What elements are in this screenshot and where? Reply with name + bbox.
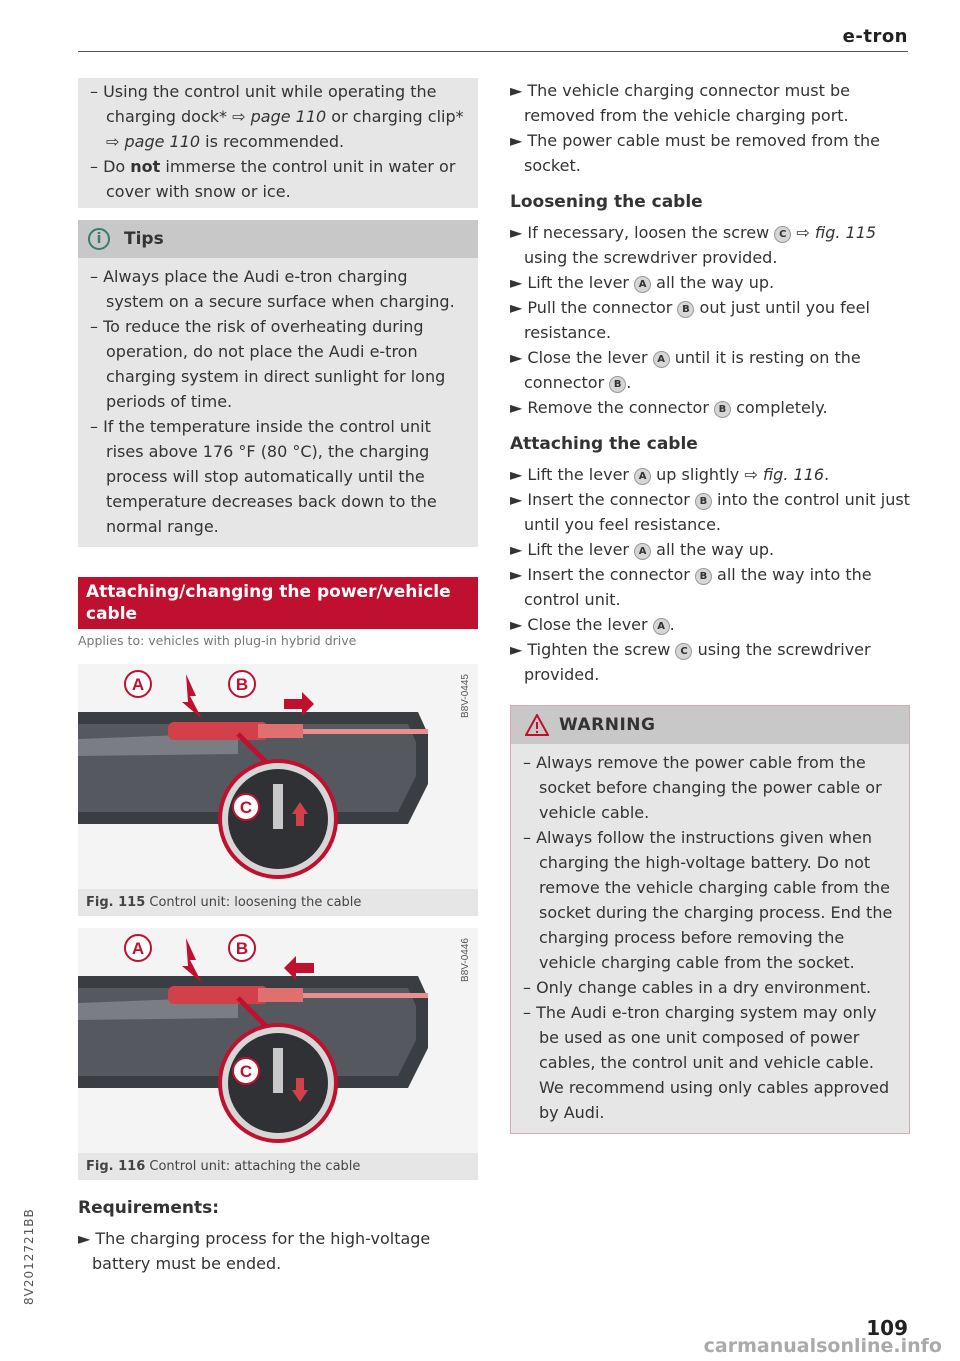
section-heading: Attaching/changing the power/vehicle cable: [78, 577, 478, 629]
callout-c: [233, 1058, 259, 1084]
watermark: carmanualsonline.info: [703, 1335, 942, 1357]
header-rule: [78, 51, 908, 52]
step-item: ► Remove the connector B completely.: [510, 398, 828, 417]
figure-code: B8V-0445: [460, 674, 471, 718]
loosening-heading: Loosening the cable: [510, 192, 703, 212]
callout-b-label: B: [235, 939, 249, 958]
warning-item: – Only change cables in a dry environment.: [523, 978, 872, 997]
callout-a-label: A: [131, 939, 145, 958]
step-item: ► Tighten the screw C using the screwdriver provided.: [510, 640, 871, 684]
step-item: ► Lift the lever A up slightly ⇨ fig. 116.: [510, 465, 830, 484]
info-icon: i: [88, 228, 110, 250]
step-item: ► Close the lever A .: [510, 615, 675, 634]
intro-box: [78, 78, 478, 208]
tips-title: Tips: [124, 229, 164, 249]
callout-a: [125, 935, 151, 961]
step-item: ► Close the lever A until it is resting on the connector B .: [510, 348, 861, 392]
right-column: [510, 78, 910, 1134]
tips-header: [78, 220, 478, 258]
warning-box: [510, 705, 910, 1134]
figure-caption: Fig. 116 Control unit: attaching the cable: [86, 1159, 361, 1174]
tip-item: – To reduce the risk of overheating during operation, do not place the Audi e-tron charging system in direct sunlight for long periods of time.: [90, 317, 446, 411]
control-unit-illustration-115: [78, 664, 478, 889]
warning-icon: [525, 714, 549, 736]
callout-b-label: B: [235, 675, 249, 694]
warning-item: – Always follow the instructions given when charging the high-voltage battery. Do not remove the vehicle charging cable from the socket during the charging process. End the charging process before removing the vehicle charging cable from the socket.: [523, 828, 893, 972]
step-item: ► Insert the connector B into the control unit just until you feel resistance.: [510, 490, 910, 534]
page-number: 109: [866, 1316, 908, 1340]
warning-body: [511, 744, 909, 1133]
tip-item: – Always place the Audi e-tron charging system on a secure surface when charging.: [90, 267, 455, 311]
warning-item: – The Audi e-tron charging system may only be used as one unit composed of power cables, the control unit and vehicle cable. We recommend using only cables approved by Audi.: [523, 1003, 890, 1122]
figure-115: [78, 664, 478, 916]
requirement-item: ► The power cable must be removed from the socket.: [510, 131, 880, 175]
warning-item: – Always remove the power cable from the socket before changing the power cable or vehicle cable.: [523, 753, 882, 822]
callout-b: [229, 671, 255, 697]
warning-title: WARNING: [559, 715, 656, 735]
callout-c-label: C: [239, 1062, 253, 1081]
step-item: ► Insert the connector B all the way into the control unit.: [510, 565, 872, 609]
step-item: ► Lift the lever A all the way up.: [510, 273, 775, 292]
figure-code: B8V-0446: [460, 938, 471, 982]
section-name: e-tron: [842, 26, 908, 47]
applies-note: Applies to: vehicles with plug-in hybrid drive: [78, 633, 357, 648]
callout-b: [229, 935, 255, 961]
left-column: [78, 78, 478, 1276]
intro-item: – Using the control unit while operating the charging dock* ⇨ page 110 or charging clip* ⇨ page 110 is recommended.: [90, 82, 464, 151]
requirement-item: ► The charging process for the high-voltage battery must be ended.: [78, 1229, 431, 1273]
tips-box: [78, 220, 478, 547]
intro-item: – Do not immerse the control unit in water or cover with snow or ice.: [90, 157, 456, 201]
callout-a: [125, 671, 151, 697]
callout-a-label: A: [131, 675, 145, 694]
document-code: 8V2012721BB: [22, 1208, 36, 1305]
figure-116: [78, 928, 478, 1180]
callout-c: [233, 794, 259, 820]
attaching-heading: Attaching the cable: [510, 434, 698, 454]
figure-caption: Fig. 115 Control unit: loosening the cable: [86, 895, 362, 910]
callout-c-label: C: [239, 798, 253, 817]
warning-header: [511, 706, 909, 744]
tip-item: – If the temperature inside the control unit rises above 176 °F (80 °C), the charging process will stop automatically until the temperature decreases back down to the normal range.: [90, 417, 437, 536]
step-item: ► If necessary, loosen the screw C ⇨ fig. 115 using the screwdriver provided.: [510, 223, 877, 267]
step-item: ► Pull the connector B out just until you feel resistance.: [510, 298, 870, 342]
step-item: ► Lift the lever A all the way up.: [510, 540, 775, 559]
requirement-item: ► The vehicle charging connector must be removed from the vehicle charging port.: [510, 81, 850, 125]
control-unit-illustration-116: [78, 928, 478, 1153]
requirements-heading: Requirements:: [78, 1198, 220, 1218]
tips-body: [78, 258, 478, 547]
